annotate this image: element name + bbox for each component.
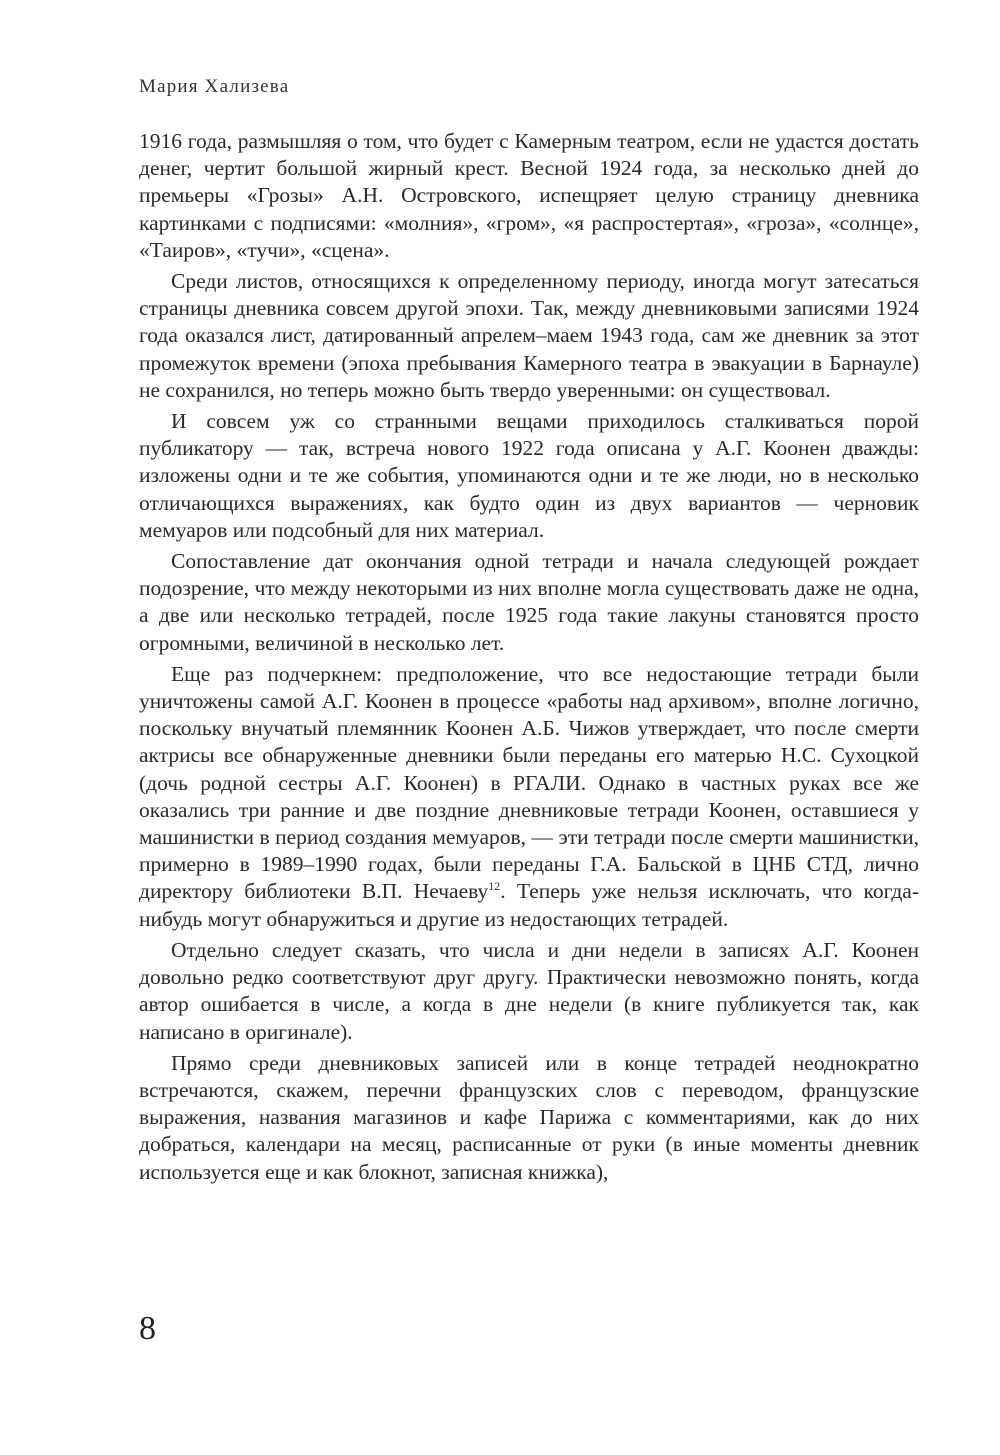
paragraph-1: 1916 года, размышляя о том, что будет с Камерным театром, если не удастся достать денег, чертит большой жирный крест. Весной 1924 года, за несколько дней до премьеры «Грозы» А.Н. Островского, испещряет целую страницу дневника картинками с подписями: «молния», «гром», «я распростертая», «гроза», «солнце», «Таиров», «тучи», «сцена». bbox=[139, 129, 919, 262]
paragraph-7: Прямо среди дневниковых записей или в конце тетрадей неоднократно встречаются, скажем, перечни французских слов с переводом, французские выражения, названия магазинов и кафе Парижа с комментариями, как до них добраться, календари на месяц, расписанные от руки (в иные моменты дневник используется еще и как блокнот, записная книжка), bbox=[139, 1050, 919, 1184]
paragraph-6: Отдельно следует сказать, что числа и дни недели в записях А.Г. Коонен довольно редко соответствуют друг другу. Практически невозможно понять, когда автор ошибается в числе, а когда в дне недели (в книге публикуется так, как написано в оригинале). bbox=[139, 937, 919, 1044]
running-head: Мария Хализева bbox=[139, 76, 290, 97]
paragraph-5 bbox=[139, 661, 919, 933]
paragraph-5-text-continued: . Теперь уже нельзя исключать, что когда-нибудь могут обнаружиться и другие из недостающих тетрадей. bbox=[139, 879, 919, 931]
paragraph-5-text: Еще раз подчеркнем: предположение, что все недостающие тетради были уничтожены самой А.Г. Коонен в процессе «работы над архивом», вполне логично, поскольку внучатый племянник Коонен А.Б. Чижов утверждает, что после смерти актрисы все обнаруженные дневники были переданы его матерью Н.С. Сухоцкой (дочь родной сестры А.Г. Коонен) в РГАЛИ. Однако в частных руках все же оказались три ранние и две поздние дневниковые тетради Коонен, оставшиеся у машинистки в период создания мемуаров, — эти тетради после смерти машинистки, примерно в 1989–1990 годах, были переданы Г.А. Бальской в ЦНБ СТД, лично директору библиотеки В.П. Нечаеву bbox=[139, 661, 919, 904]
paragraph-3: И совсем уж со странными вещами приходилось сталкиваться порой публикатору — так, встреча нового 1922 года описана у А.Г. Коонен дважды: изложены одни и те же события, упоминаются одни и те же люди, но в несколько отличающихся выражениях, как будто один из двух вариантов — черновик мемуаров или подсобный для них материал. bbox=[139, 409, 919, 542]
page-number: 8 bbox=[139, 1310, 156, 1347]
paragraph-4: Сопоставление дат окончания одной тетради и начала следующей рождает подозрение, что между некоторыми из них вполне могла существовать даже не одна, а две или несколько тетрадей, после 1925 года такие лакуны становятся просто огромными, величиной в несколько лет. bbox=[139, 549, 919, 655]
body-text bbox=[139, 128, 919, 1186]
paragraph-2: Среди листов, относящихся к определенному периоду, иногда могут затесаться страницы дневника совсем другой эпохи. Так, между дневниковыми записями 1924 года оказался лист, датированный апрелем–маем 1943 года, сам же дневник за этот промежуток времени (эпоха пребывания Камерного театра в эвакуации в Барнауле) не сохранился, но теперь можно быть твердо уверенными: он существовал. bbox=[139, 269, 919, 402]
footnote-reference: 12 bbox=[488, 879, 501, 894]
